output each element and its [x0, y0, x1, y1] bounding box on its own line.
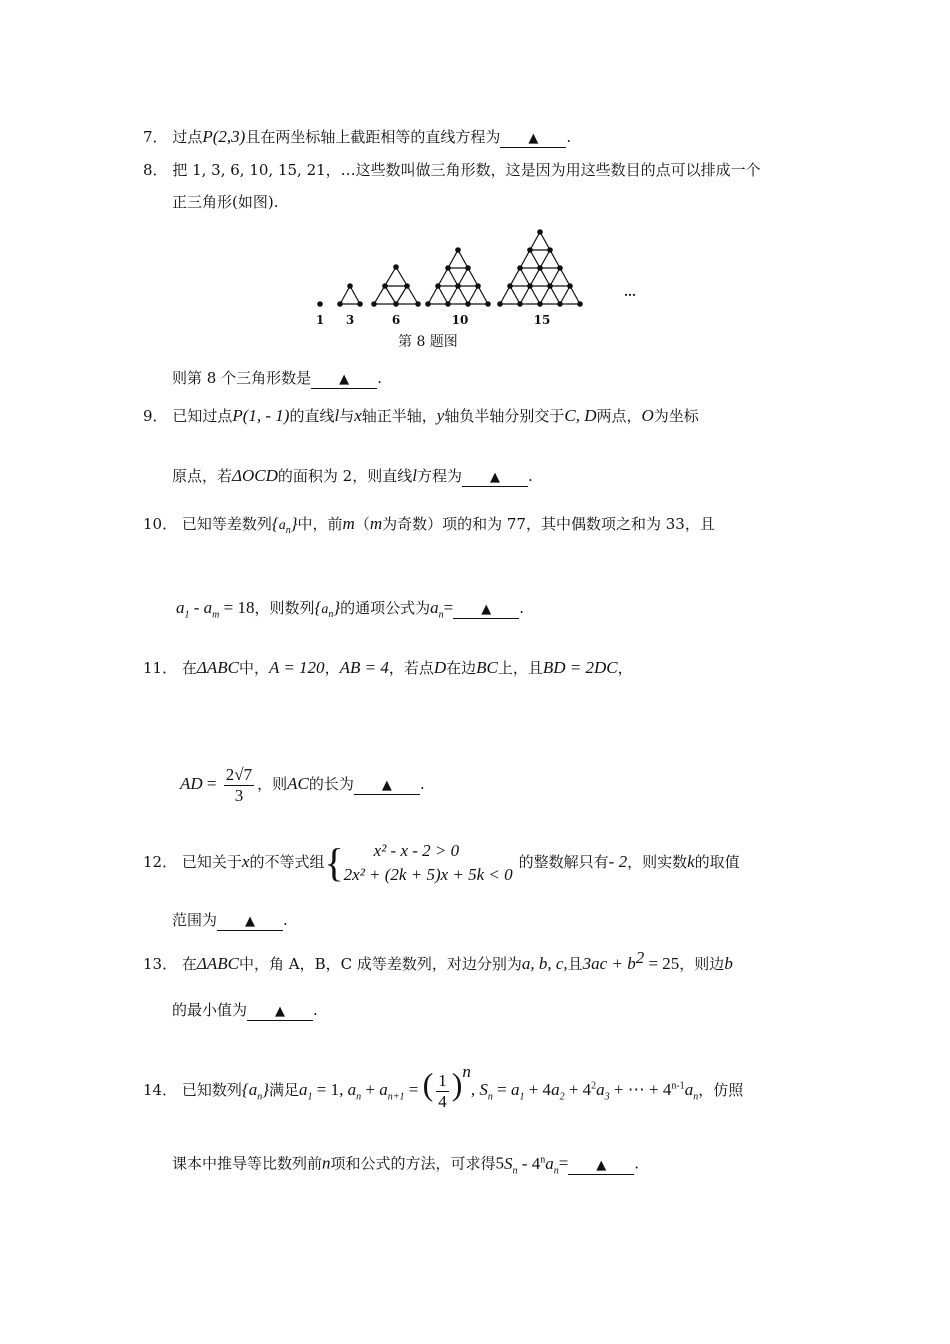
problem-9-line2: 原点，若ΔOCD的面积为 2，则直线l方程为 ▲ .: [172, 466, 533, 485]
problem-number: 12．: [143, 853, 178, 871]
problem-12-line2: 范围为 ▲ .: [172, 911, 288, 929]
problem-number: 13．: [143, 955, 178, 973]
triangle-numbers-figure: [300, 224, 660, 344]
fraction: $\frac{2√7}{3}$: [225, 764, 253, 805]
fig-label-6: 6: [391, 313, 401, 327]
problem-13: 13． 在ΔABC中，角 A，B，C 成等差数列，对边分别为a, b, c,且$3ac + b^2 = 25$，则边b: [143, 948, 733, 973]
problem-8-line3: 则第 8 个三角形数是 ▲ .: [172, 369, 382, 387]
answer-blank[interactable]: ▲: [354, 778, 420, 795]
inequality-1: x² - x - 2 > 0: [373, 841, 460, 860]
problem-number: 7．: [143, 128, 168, 146]
answer-blank[interactable]: ▲: [500, 131, 566, 148]
problem-10: 10． 已知等差数列$\{a_n\}$中，前m（m为奇数）项的和为 77，其中偶数项之和为 33，且: [143, 514, 715, 536]
problem-number: 14．: [143, 1081, 178, 1099]
problem-14: 14． 已知数列$\{a_n\}$满足$a_1 = 1$, $a_n + a_{n+1}$ = ( $\frac{1}{4}$ )$^n$, $S_n = a_1 + 4a_2 + 4^2a_3$ + ⋯ + $4^{n-1}a_n$，仿照: [143, 1062, 744, 1111]
problem-12: 12． 已知关于x的不等式组{ x² - x - 2 > 0 2x² + (2k + 5)x + 5k < 0 的整数解只有- 2，则实数k的取值: [143, 840, 740, 885]
problem-11-line2: AD = $\frac{2√7}{3}$ ，则AC的长为 ▲ .: [180, 764, 425, 805]
answer-blank[interactable]: ▲: [311, 372, 377, 389]
fig-label-1: 1: [315, 313, 325, 327]
fig-label-3: 3: [345, 313, 355, 327]
problem-8: 8． 把 1, 3, 6, 10, 15, 21，…这些数叫做三角形数，这是因为用这些数目的点可以排成一个: [143, 161, 761, 179]
answer-blank[interactable]: ▲: [247, 1004, 313, 1021]
fig-label-15: 15: [533, 313, 551, 327]
problem-8-line2: 正三角形(如图).: [172, 193, 279, 211]
problem-9: 9． 已知过点P(1, - 1)的直线l与x轴正半轴，y轴负半轴分别交于C, D两点，O为坐标: [143, 406, 699, 425]
problem-14-line2: 课本中推导等比数列前n项和公式的方法，可求得$5S_n - 4^na_n=$ ▲ .: [172, 1153, 640, 1177]
answer-blank[interactable]: ▲: [217, 914, 283, 931]
answer-blank[interactable]: ▲: [462, 470, 528, 487]
inequality-2: 2x² + (2k + 5)x + 5k < 0: [343, 865, 513, 884]
figure-caption: 第 8 题图: [398, 334, 458, 350]
answer-blank[interactable]: ▲: [453, 602, 519, 619]
fig-label-10: 10: [451, 313, 469, 327]
answer-blank[interactable]: ▲: [568, 1158, 634, 1175]
problem-7: 7． 过点P(2,3)且在两坐标轴上截距相等的直线方程为 ▲ .: [143, 127, 572, 146]
problem-number: 10．: [143, 515, 178, 533]
problem-number: 9．: [143, 407, 168, 425]
problem-11: 11． 在ΔABC中，A = 120，AB = 4，若点D在边BC上，且BD = 2DC，: [143, 658, 633, 677]
fig-ellipsis: …: [624, 285, 636, 299]
problem-13-line2: 的最小值为 ▲ .: [172, 1001, 318, 1019]
problem-10-line2: $a_1 - a_m = 18$，则数列$\{a_n\}$的通项公式为$a_n=$ ▲ .: [176, 598, 525, 621]
problem-number: 8．: [143, 161, 168, 179]
problem-number: 11．: [143, 659, 178, 677]
